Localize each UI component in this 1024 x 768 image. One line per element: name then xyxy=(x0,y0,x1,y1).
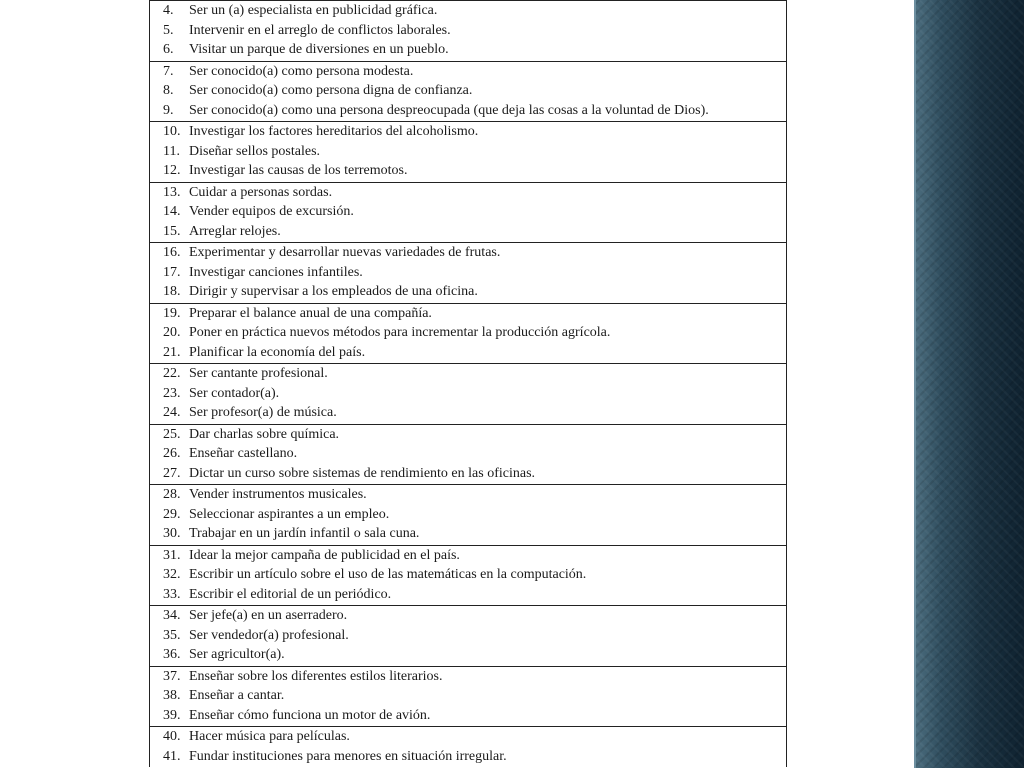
item-text: Idear la mejor campaña de publicidad en el país. xyxy=(189,547,460,563)
item-number: 36. xyxy=(163,647,181,662)
item-number: 37. xyxy=(163,668,181,684)
list-item xyxy=(150,222,786,242)
list-item xyxy=(150,323,786,343)
item-text: Ser vendedor(a) profesional. xyxy=(189,627,349,643)
item-number: 34. xyxy=(163,608,181,623)
list-item xyxy=(150,40,786,60)
item-number: 32. xyxy=(163,567,181,582)
item-group xyxy=(150,424,786,485)
item-text: Seleccionar aspirantes a un empleo. xyxy=(189,506,390,522)
list-item xyxy=(150,1,786,21)
item-group xyxy=(150,182,786,243)
list-item xyxy=(150,645,786,665)
item-number: 13. xyxy=(163,184,181,200)
item-number: 5. xyxy=(163,22,174,38)
list-item xyxy=(150,727,786,747)
item-group xyxy=(150,61,786,122)
item-text: Enseñar cómo funciona un motor de avión. xyxy=(189,707,431,723)
item-text: Ser cantante profesional. xyxy=(189,366,328,381)
item-number: 31. xyxy=(163,547,181,563)
list-item xyxy=(150,304,786,324)
item-number: 27. xyxy=(163,465,181,481)
list-item xyxy=(150,425,786,445)
item-number: 10. xyxy=(163,124,181,139)
item-number: 41. xyxy=(163,748,181,764)
item-group xyxy=(150,726,786,767)
item-text: Escribir un artículo sobre el uso de las matemáticas en la computación. xyxy=(189,567,587,582)
item-number: 7. xyxy=(163,63,174,79)
item-text: Vender equipos de excursión. xyxy=(189,204,354,219)
item-number: 22. xyxy=(163,366,181,381)
list-item xyxy=(150,243,786,263)
list-item xyxy=(150,161,786,181)
item-number: 23. xyxy=(163,385,181,401)
item-text: Fundar instituciones para menores en situación irregular. xyxy=(189,748,507,764)
item-number: 19. xyxy=(163,305,181,321)
item-number: 14. xyxy=(163,204,181,219)
list-item xyxy=(150,81,786,101)
item-group xyxy=(150,605,786,666)
item-number: 18. xyxy=(163,284,181,299)
item-text: Cuidar a personas sordas. xyxy=(189,184,333,200)
item-number: 9. xyxy=(163,102,174,118)
item-number: 16. xyxy=(163,245,181,260)
item-text: Ser agricultor(a). xyxy=(189,647,285,662)
list-item xyxy=(150,585,786,605)
list-item xyxy=(150,202,786,222)
list-item xyxy=(150,606,786,626)
item-number: 25. xyxy=(163,426,181,442)
item-group xyxy=(150,484,786,545)
sidebar-edge xyxy=(914,0,916,768)
item-text: Ser contador(a). xyxy=(189,385,280,401)
item-text: Dirigir y supervisar a los empleados de una oficina. xyxy=(189,284,478,299)
item-text: Hacer música para películas. xyxy=(189,729,350,744)
item-text: Poner en práctica nuevos métodos para incrementar la producción agrícola. xyxy=(189,325,611,340)
item-text: Ser conocido(a) como una persona despreocupada (que deja las cosas a la voluntad de Dios). xyxy=(189,102,709,118)
item-text: Ser conocido(a) como persona modesta. xyxy=(189,63,414,79)
list-item xyxy=(150,101,786,121)
item-number: 40. xyxy=(163,729,181,744)
list-item xyxy=(150,183,786,203)
item-text: Visitar un parque de diversiones en un pueblo. xyxy=(189,42,449,57)
item-text: Experimentar y desarrollar nuevas variedades de frutas. xyxy=(189,245,501,260)
list-item xyxy=(150,524,786,544)
list-item xyxy=(150,62,786,82)
item-number: 38. xyxy=(163,688,181,703)
list-item xyxy=(150,747,786,767)
list-item xyxy=(150,706,786,726)
item-text: Ser conocido(a) como persona digna de confianza. xyxy=(189,83,473,98)
item-text: Escribir el editorial de un periódico. xyxy=(189,586,392,602)
item-number: 15. xyxy=(163,223,181,239)
item-group xyxy=(150,303,786,364)
item-number: 12. xyxy=(163,163,181,178)
list-item xyxy=(150,384,786,404)
item-text: Trabajar en un jardín infantil o sala cuna. xyxy=(189,526,420,541)
list-item xyxy=(150,505,786,525)
item-text: Arreglar relojes. xyxy=(189,223,281,239)
item-text: Diseñar sellos postales. xyxy=(189,143,321,159)
list-item xyxy=(150,444,786,464)
item-number: 26. xyxy=(163,446,181,461)
item-text: Ser profesor(a) de música. xyxy=(189,405,337,420)
item-number: 11. xyxy=(163,143,180,159)
item-number: 28. xyxy=(163,487,181,502)
list-item xyxy=(150,565,786,585)
item-text: Investigar canciones infantiles. xyxy=(189,264,363,280)
item-text: Preparar el balance anual de una compañía. xyxy=(189,305,432,321)
item-text: Dar charlas sobre química. xyxy=(189,426,340,442)
item-text: Enseñar castellano. xyxy=(189,446,298,461)
list-item xyxy=(150,282,786,302)
item-group xyxy=(150,242,786,303)
item-number: 4. xyxy=(163,3,174,18)
item-text: Intervenir en el arreglo de conflictos laborales. xyxy=(189,22,451,38)
item-number: 6. xyxy=(163,42,174,57)
list-item xyxy=(150,485,786,505)
item-number: 24. xyxy=(163,405,181,420)
item-number: 29. xyxy=(163,506,181,522)
item-text: Ser jefe(a) en un aserradero. xyxy=(189,608,348,623)
item-group xyxy=(150,0,786,61)
item-number: 17. xyxy=(163,264,181,280)
list-item xyxy=(150,122,786,142)
list-item xyxy=(150,686,786,706)
item-group xyxy=(150,363,786,424)
item-number: 20. xyxy=(163,325,181,340)
list-item xyxy=(150,142,786,162)
item-text: Ser un (a) especialista en publicidad gráfica. xyxy=(189,3,438,18)
list-item xyxy=(150,464,786,484)
item-text: Investigar los factores hereditarios del alcoholismo. xyxy=(189,124,479,139)
list-item xyxy=(150,667,786,687)
list-item xyxy=(150,364,786,384)
item-group xyxy=(150,666,786,727)
item-text: Dictar un curso sobre sistemas de rendimiento en las oficinas. xyxy=(189,465,536,481)
decorative-sidebar xyxy=(914,0,1024,768)
item-number: 8. xyxy=(163,83,174,98)
list-item xyxy=(150,546,786,566)
item-number: 33. xyxy=(163,586,181,602)
item-number: 39. xyxy=(163,707,181,723)
item-group xyxy=(150,545,786,606)
item-text: Investigar las causas de los terremotos. xyxy=(189,163,408,178)
list-item xyxy=(150,263,786,283)
list-item xyxy=(150,626,786,646)
item-group xyxy=(150,121,786,182)
item-text: Enseñar sobre los diferentes estilos literarios. xyxy=(189,668,443,684)
item-text: Planificar la economía del país. xyxy=(189,344,366,360)
item-text: Enseñar a cantar. xyxy=(189,688,285,703)
item-number: 21. xyxy=(163,344,181,360)
list-item xyxy=(150,343,786,363)
item-number: 30. xyxy=(163,526,181,541)
item-text: Vender instrumentos musicales. xyxy=(189,487,367,502)
questionnaire-table xyxy=(149,0,787,767)
list-item xyxy=(150,21,786,41)
item-number: 35. xyxy=(163,627,181,643)
list-item xyxy=(150,403,786,423)
